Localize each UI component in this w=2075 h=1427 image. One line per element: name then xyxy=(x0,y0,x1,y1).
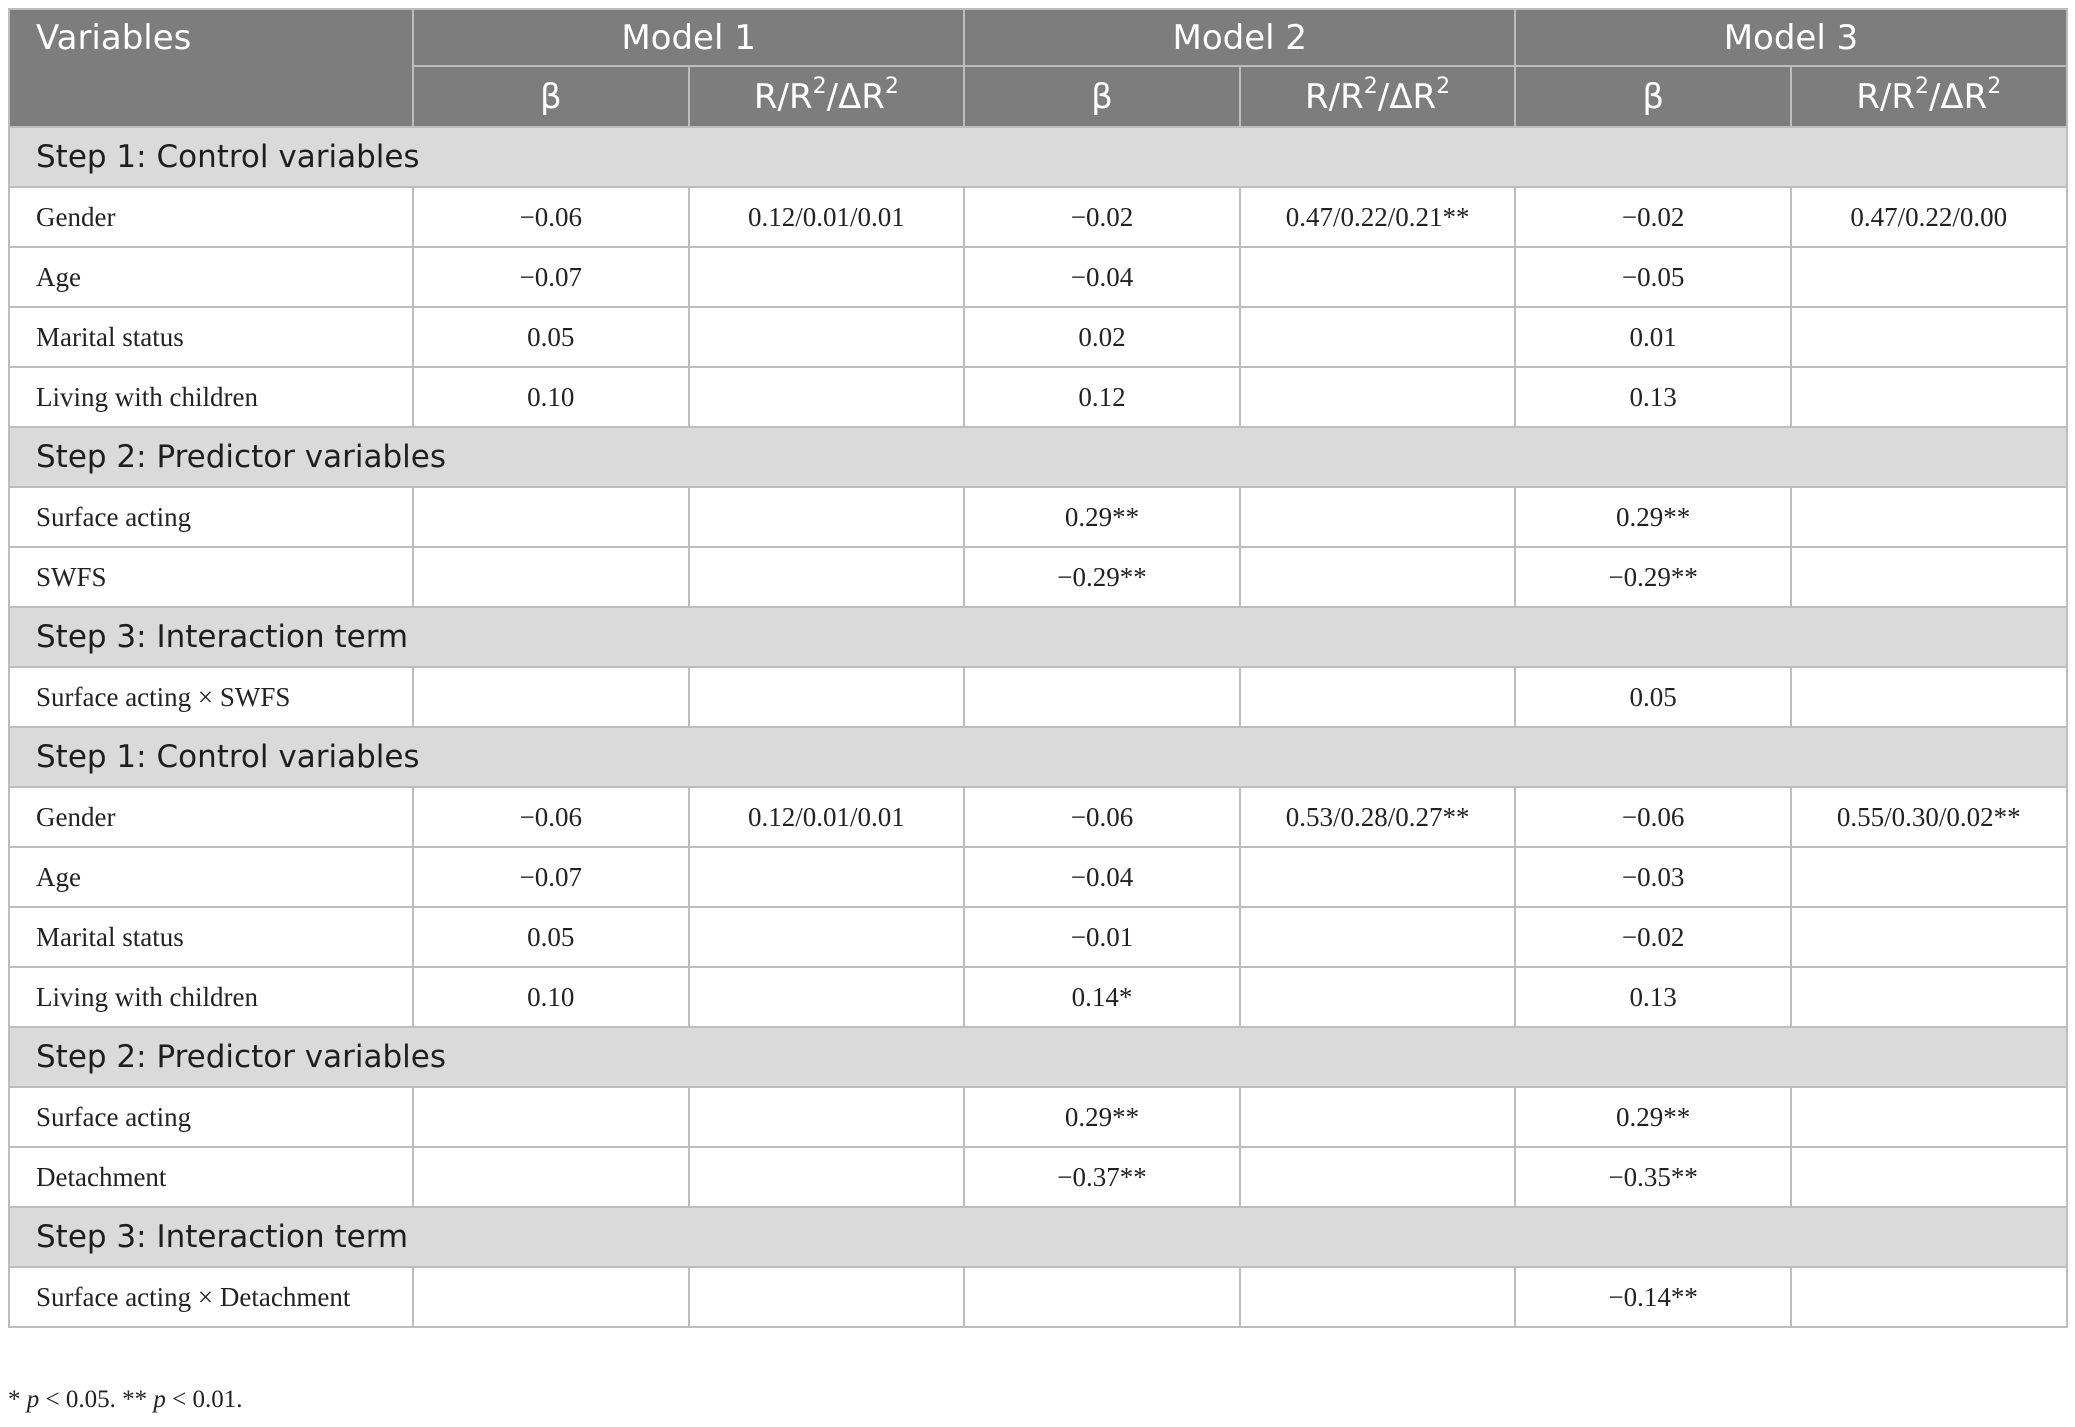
r-stats-cell xyxy=(1791,367,2067,427)
beta-cell: 0.05 xyxy=(1515,667,1791,727)
table-row xyxy=(9,547,2067,607)
r-stats-cell xyxy=(1791,967,2067,1027)
table-row xyxy=(9,487,2067,547)
beta-cell: −0.29** xyxy=(964,547,1240,607)
header-variables: Variables xyxy=(9,9,413,127)
regression-table xyxy=(8,8,2068,1328)
r-stats-cell: 0.12/0.01/0.01 xyxy=(689,187,965,247)
table-row xyxy=(9,1147,2067,1207)
beta-cell: −0.06 xyxy=(413,787,689,847)
r-stats-cell xyxy=(689,847,965,907)
table-footnote: * p < 0.05. ** p < 0.01. xyxy=(8,1386,243,1413)
r-stats-cell: 0.12/0.01/0.01 xyxy=(689,787,965,847)
r-stats-cell xyxy=(1791,907,2067,967)
r-stats-cell: 0.55/0.30/0.02** xyxy=(1791,787,2067,847)
table-row xyxy=(9,667,2067,727)
r-stats-cell xyxy=(1791,547,2067,607)
row-label: Marital status xyxy=(9,307,413,367)
r-stats-cell xyxy=(1240,1087,1516,1147)
r-stats-cell: 0.47/0.22/0.21** xyxy=(1240,187,1516,247)
section-header-row xyxy=(9,1027,2067,1087)
header-model-3: Model 3 xyxy=(1515,9,2066,66)
table-row xyxy=(9,967,2067,1027)
header-model-1: Model 1 xyxy=(413,9,964,66)
section-header-row xyxy=(9,127,2067,187)
header-beta: β xyxy=(964,66,1240,127)
beta-cell xyxy=(413,547,689,607)
beta-cell xyxy=(413,1267,689,1327)
beta-cell: −0.02 xyxy=(964,187,1240,247)
r-stats-cell xyxy=(1791,247,2067,307)
r-stats-cell xyxy=(1791,667,2067,727)
table-row xyxy=(9,787,2067,847)
r-stats-cell xyxy=(1791,1147,2067,1207)
r-stats-cell xyxy=(689,1267,965,1327)
row-label: Gender xyxy=(9,187,413,247)
r-stats-cell xyxy=(1240,247,1516,307)
r-stats-cell xyxy=(1791,847,2067,907)
beta-cell: 0.29** xyxy=(1515,487,1791,547)
beta-cell: −0.03 xyxy=(1515,847,1791,907)
r-stats-cell xyxy=(1791,1267,2067,1327)
row-label: SWFS xyxy=(9,547,413,607)
table-row xyxy=(9,847,2067,907)
table-row xyxy=(9,1267,2067,1327)
beta-cell: −0.06 xyxy=(413,187,689,247)
row-label: Living with children xyxy=(9,967,413,1027)
section-header-row xyxy=(9,727,2067,787)
section-title: Step 2: Predictor variables xyxy=(9,1027,2067,1087)
beta-cell: −0.02 xyxy=(1515,187,1791,247)
beta-cell: −0.07 xyxy=(413,247,689,307)
beta-cell: −0.01 xyxy=(964,907,1240,967)
r-stats-cell xyxy=(1791,307,2067,367)
section-header-row xyxy=(9,427,2067,487)
beta-cell: 0.10 xyxy=(413,967,689,1027)
beta-cell: 0.29** xyxy=(964,1087,1240,1147)
section-title: Step 3: Interaction term xyxy=(9,1207,2067,1267)
beta-cell: −0.37** xyxy=(964,1147,1240,1207)
r-stats-cell xyxy=(1240,967,1516,1027)
table-body xyxy=(9,127,2067,1327)
table-row xyxy=(9,1087,2067,1147)
r-stats-cell xyxy=(1240,1147,1516,1207)
r-stats-cell xyxy=(1240,1267,1516,1327)
beta-cell: 0.12 xyxy=(964,367,1240,427)
row-label: Age xyxy=(9,847,413,907)
r-stats-cell xyxy=(689,367,965,427)
row-label: Gender xyxy=(9,787,413,847)
row-label: Surface acting xyxy=(9,487,413,547)
regression-table-container xyxy=(8,8,2066,1328)
row-label: Surface acting × Detachment xyxy=(9,1267,413,1327)
row-label: Surface acting xyxy=(9,1087,413,1147)
beta-cell: 0.29** xyxy=(1515,1087,1791,1147)
header-r-stats: $R/R^2/\Delta R^2$ xyxy=(689,66,965,127)
beta-cell xyxy=(413,487,689,547)
table-row xyxy=(9,907,2067,967)
table-row xyxy=(9,187,2067,247)
beta-cell: 0.02 xyxy=(964,307,1240,367)
r-stats-cell xyxy=(689,487,965,547)
beta-cell: 0.01 xyxy=(1515,307,1791,367)
header-r-stats: $R/R^2/\Delta R^2$ xyxy=(1791,66,2067,127)
r-stats-cell xyxy=(1240,547,1516,607)
r-stats-cell xyxy=(1240,487,1516,547)
table-row xyxy=(9,247,2067,307)
r-stats-cell xyxy=(689,1087,965,1147)
r-stats-cell: 0.47/0.22/0.00 xyxy=(1791,187,2067,247)
r-stats-cell xyxy=(689,907,965,967)
r-stats-cell xyxy=(1791,487,2067,547)
section-title: Step 2: Predictor variables xyxy=(9,427,2067,487)
beta-cell: −0.06 xyxy=(964,787,1240,847)
beta-cell: −0.04 xyxy=(964,247,1240,307)
header-beta: β xyxy=(1515,66,1791,127)
header-model-2: Model 2 xyxy=(964,9,1515,66)
r-stats-cell xyxy=(689,307,965,367)
section-header-row xyxy=(9,607,2067,667)
row-label: Detachment xyxy=(9,1147,413,1207)
r-stats-cell xyxy=(1791,1087,2067,1147)
row-label: Surface acting × SWFS xyxy=(9,667,413,727)
r-stats-cell xyxy=(689,247,965,307)
r-stats-cell xyxy=(1240,367,1516,427)
beta-cell: 0.10 xyxy=(413,367,689,427)
beta-cell: −0.02 xyxy=(1515,907,1791,967)
beta-cell: 0.13 xyxy=(1515,367,1791,427)
beta-cell xyxy=(964,667,1240,727)
r-stats-cell xyxy=(689,667,965,727)
beta-cell xyxy=(413,1087,689,1147)
table-header xyxy=(9,9,2067,127)
header-r-stats: $R/R^2/\Delta R^2$ xyxy=(1240,66,1516,127)
r-stats-cell xyxy=(689,1147,965,1207)
beta-cell: −0.06 xyxy=(1515,787,1791,847)
beta-cell: −0.35** xyxy=(1515,1147,1791,1207)
section-title: Step 3: Interaction term xyxy=(9,607,2067,667)
section-title: Step 1: Control variables xyxy=(9,127,2067,187)
header-beta: β xyxy=(413,66,689,127)
beta-cell: −0.29** xyxy=(1515,547,1791,607)
beta-cell: 0.05 xyxy=(413,907,689,967)
r-stats-cell xyxy=(689,967,965,1027)
r-stats-cell xyxy=(1240,307,1516,367)
row-label: Living with children xyxy=(9,367,413,427)
beta-cell: −0.04 xyxy=(964,847,1240,907)
row-label: Age xyxy=(9,247,413,307)
beta-cell xyxy=(964,1267,1240,1327)
beta-cell xyxy=(413,667,689,727)
section-title: Step 1: Control variables xyxy=(9,727,2067,787)
r-stats-cell xyxy=(1240,667,1516,727)
section-header-row xyxy=(9,1207,2067,1267)
r-stats-cell xyxy=(1240,907,1516,967)
r-stats-cell xyxy=(1240,847,1516,907)
beta-cell: 0.05 xyxy=(413,307,689,367)
beta-cell xyxy=(413,1147,689,1207)
beta-cell: −0.05 xyxy=(1515,247,1791,307)
table-row xyxy=(9,367,2067,427)
r-stats-cell: 0.53/0.28/0.27** xyxy=(1240,787,1516,847)
beta-cell: −0.07 xyxy=(413,847,689,907)
beta-cell: −0.14** xyxy=(1515,1267,1791,1327)
r-stats-cell xyxy=(689,547,965,607)
beta-cell: 0.14* xyxy=(964,967,1240,1027)
beta-cell: 0.13 xyxy=(1515,967,1791,1027)
table-row xyxy=(9,307,2067,367)
row-label: Marital status xyxy=(9,907,413,967)
beta-cell: 0.29** xyxy=(964,487,1240,547)
